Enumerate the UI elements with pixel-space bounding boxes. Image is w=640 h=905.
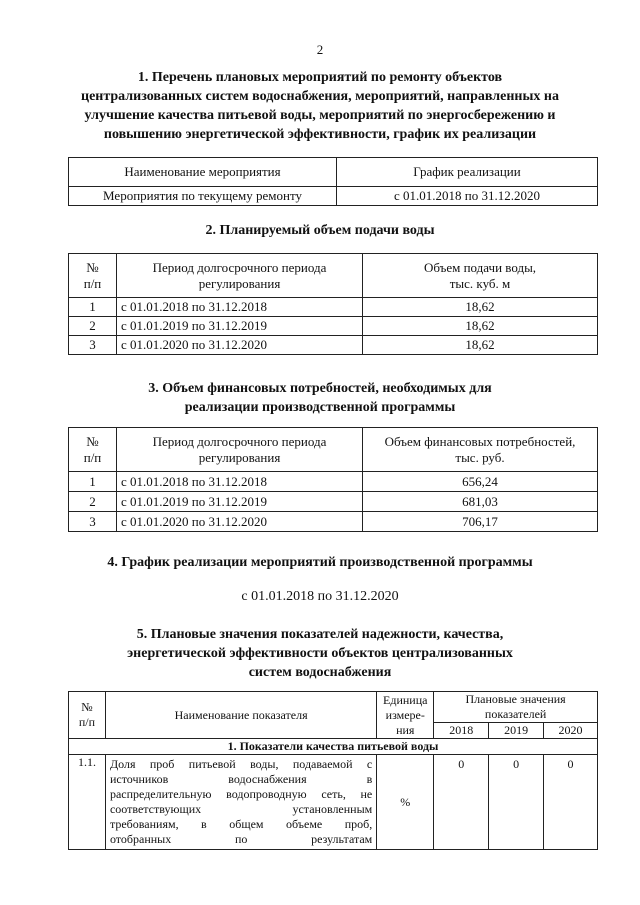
section1-header-schedule: График реализации [337, 158, 598, 187]
section5-year-2020: 2020 [544, 723, 598, 739]
row-period: с 01.01.2020 по 31.12.2020 [117, 512, 363, 532]
header-line: измере- [385, 707, 425, 722]
header-line: Период долгосрочного периода [152, 259, 327, 275]
header-line: регулирования [198, 449, 281, 465]
header-line: № [86, 259, 99, 275]
section3-header-period [117, 428, 363, 472]
section5-row-value-2019: 0 [489, 755, 544, 850]
section5-row-value-2020: 0 [544, 755, 598, 850]
header-line: п/п [83, 449, 102, 465]
section5-header-planned [434, 692, 598, 723]
table-row [69, 336, 598, 355]
row-amount: 706,17 [363, 512, 598, 532]
header-line: Единица [383, 692, 428, 707]
section2-header-num [69, 254, 117, 298]
section3-heading-line: 3. Объем финансовых потребностей, необходимых для [148, 381, 492, 396]
section5-subsection: 1. Показатели качества питьевой воды [69, 739, 598, 755]
header-line: тыс. куб. м [449, 275, 511, 291]
header-line: ния [396, 722, 415, 737]
header-line: Объем финансовых потребностей, [384, 433, 576, 449]
section2-table [68, 253, 598, 355]
section4-heading: 4. График реализации мероприятий производственной программы [107, 555, 533, 570]
section5-heading [40, 625, 600, 682]
section1-header-name: Наименование мероприятия [69, 158, 337, 187]
section1-heading-line: повышению энергетической эффективности, график их реализации [103, 127, 537, 142]
section5-heading-line: 5. Плановые значения показателей надежности, качества, [136, 627, 504, 642]
row-amount: 656,24 [363, 472, 598, 492]
table-row [69, 298, 598, 317]
section3-header-num [69, 428, 117, 472]
row-volume: 18,62 [363, 336, 598, 355]
section3-heading-line: реализации производственной программы [184, 400, 456, 415]
row-number: 3 [69, 512, 117, 532]
header-line: п/п [83, 275, 102, 291]
header-line: Плановые значения [465, 692, 566, 706]
section5-row-number: 1.1. [69, 755, 106, 850]
row-text-line: распределительную водопроводную сеть, не [109, 787, 373, 801]
section5-heading-line: энергетической эффективности объектов централизованных [127, 646, 513, 661]
row-number: 1 [69, 298, 117, 317]
section1-heading [40, 68, 600, 144]
row-period: с 01.01.2019 по 31.12.2019 [117, 492, 363, 512]
row-period: с 01.01.2018 по 31.12.2018 [117, 472, 363, 492]
row-text-line: Доля проб питьевой воды, подаваемой с [109, 757, 373, 771]
section5-row-value-2018: 0 [434, 755, 489, 850]
header-line: № [81, 700, 93, 714]
row-period: с 01.01.2019 по 31.12.2019 [117, 317, 363, 336]
page-number: 2 [316, 42, 324, 57]
table-row [69, 317, 598, 336]
section5-table [68, 691, 598, 850]
row-text-line: соответствующих установленным [109, 802, 373, 816]
header-line: регулирования [198, 275, 281, 291]
section1-cell-schedule: с 01.01.2018 по 31.12.2020 [337, 187, 598, 206]
section2-header-volume [363, 254, 598, 298]
table-row [69, 492, 598, 512]
section5-header-name: Наименование показателя [105, 692, 376, 739]
section5-year-2019: 2019 [489, 723, 544, 739]
section5-heading-line: систем водоснабжения [248, 665, 392, 680]
header-line: № [86, 433, 99, 449]
section5-header-num [69, 692, 106, 739]
section1-cell-name: Мероприятия по текущему ремонту [69, 187, 337, 206]
header-line: Объем подачи воды, [423, 259, 537, 275]
section5-header-unit [377, 692, 434, 739]
row-text-line: отобранных по результатам [109, 832, 373, 846]
section1-heading-line: 1. Перечень плановых мероприятий по ремонту объектов [137, 70, 503, 85]
row-period: с 01.01.2020 по 31.12.2020 [117, 336, 363, 355]
row-text-line: источников водоснабжения в [109, 772, 373, 786]
row-number: 2 [69, 492, 117, 512]
section3-header-finance [363, 428, 598, 472]
row-volume: 18,62 [363, 298, 598, 317]
row-amount: 681,03 [363, 492, 598, 512]
section1-heading-line: централизованных систем водоснабжения, мероприятий, направленных на [81, 89, 559, 104]
table-row [69, 472, 598, 492]
header-line: показателей [484, 707, 547, 721]
section2-header-period [117, 254, 363, 298]
section5-row-unit: % [377, 755, 434, 850]
row-number: 1 [69, 472, 117, 492]
section1-heading-line: улучшение качества питьевой воды, мероприятий по энергосбережению и [84, 108, 556, 123]
row-number: 3 [69, 336, 117, 355]
section5-row-name [105, 755, 376, 850]
section3-heading [40, 379, 600, 417]
section4-period: с 01.01.2018 по 31.12.2020 [241, 589, 399, 604]
row-period: с 01.01.2018 по 31.12.2018 [117, 298, 363, 317]
header-line: п/п [78, 715, 96, 729]
section1-table [68, 157, 598, 206]
header-line: тыс. руб. [455, 449, 505, 465]
row-volume: 18,62 [363, 317, 598, 336]
row-number: 2 [69, 317, 117, 336]
table-row [69, 512, 598, 532]
header-line: Период долгосрочного периода [152, 433, 327, 449]
section3-table [68, 427, 598, 532]
section2-heading: 2. Планируемый объем подачи воды [205, 223, 435, 238]
row-text-line: требованиям, в общем объеме проб, [109, 817, 373, 831]
section5-year-2018: 2018 [434, 723, 489, 739]
